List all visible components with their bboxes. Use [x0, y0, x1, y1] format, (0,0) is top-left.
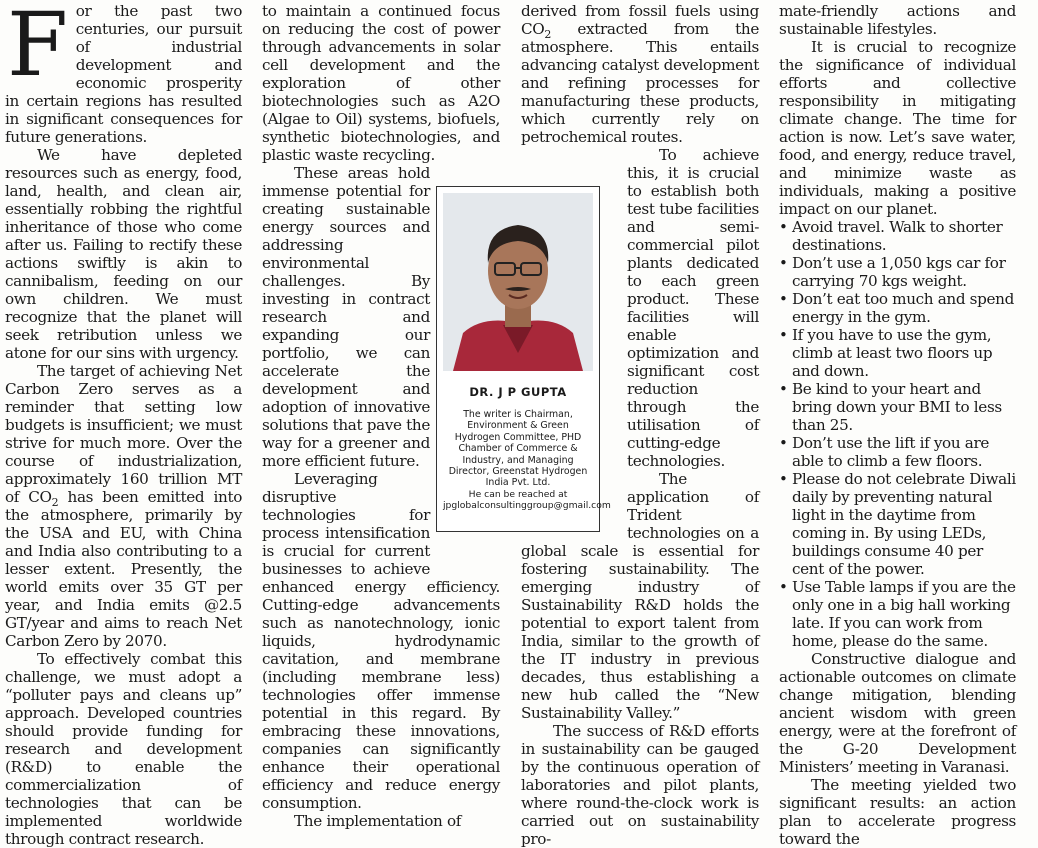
paragraph: For the past two centuries, our pursuit of industrial development and economic prosperity in certain regions has resulted in significant consequences for future generations.: [5, 0, 242, 146]
paragraph: The target of achieving Net Carbon Zero serves as a reminder that setting low budgets is insufficient; we must strive for much more. Over the course of industrialization, approximately 160 trillion MT of $CO_2$ has been emitted into the atmosphere, primarily by the USA and EU, with China and India also contributing to a lesser extent. Presently, the world emits over 35 GT per year, and India emits @2.5 GT/year and aims to reach Net Carbon Zero by 2070.: [5, 362, 242, 650]
author-email: jpglobalconsultinggroup@gmail.com: [443, 500, 611, 512]
tips-list: [779, 218, 1016, 650]
paragraph: mate-friendly actions and sustainable lifestyles.: [779, 2, 1016, 38]
author-contact: He can be reached at jpglobalconsultinggroup@gmail.com: [443, 488, 611, 512]
paragraph: The success of R&D efforts in sustainability can be gauged by the continuous operation of laboratories and pilot plants, where round-the-clock work is carried out on sustainability pro-: [521, 722, 759, 848]
drop-cap: F: [7, 0, 68, 96]
paragraph: To achieve this, it is crucial to establish both test tube facilities and semi-commercial pilot plants dedicated to each green product. These facilities will enable optimization and significant cost reduction through the utilisation of cutting-edge technologies.: [627, 146, 759, 470]
author-portrait-icon: [443, 193, 593, 371]
paragraph: Constructive dialogue and actionable outcomes on climate change mitigation, blending ancient wisdom with green energy, were at the forefront of the G-20 Development Ministers’ meeting in Varanasi.: [779, 650, 1016, 776]
list-item: • Use Table lamps if you are the only one in a big hall working late. If you can work from home, please do the same.: [779, 578, 1016, 650]
paragraph: These areas hold immense potential for creating sustainable energy sources and addressing environmental challenges. By investing in contract research and expanding our portfolio, we can accelerate the development and adoption of innovative solutions that pave the way for a greener and more efficient future.: [262, 164, 430, 470]
article-column-1: [5, 0, 242, 848]
paragraph: We have depleted resources such as energy, food, land, health, and clean air, essentially robbing the rightful inheritance of those who come after us. Failing to rectify these actions swiftly is akin to cannibalism, feeding on our own children. We must recognize that the planet will seek retribution unless we atone for our sins with urgency.: [5, 146, 242, 362]
author-photo: [443, 193, 593, 371]
author-bio: The writer is Chairman, Environment & Green Hydrogen Committee, PHD Chamber of Commerce & Industry, and Managing Director, Greenstat Hydrogen India Pvt. Ltd.: [448, 409, 588, 489]
paragraph: It is crucial to recognize the significance of individual efforts and collective responsibility in mitigating climate change. The time for action is now. Let’s save water, food, and energy, reduce travel, and minimize waste as individuals, making a positive impact on our planet.: [779, 38, 1016, 218]
paragraph: The application of Trident technologies on a global scale is essential for fostering sustainability. The emerging industry of Sustainability R&D holds the potential to export talent from India, similar to the growth of the IT industry in previous decades, thus establishing a new hub called the “New Sustainability Valley.”: [521, 470, 759, 722]
list-item: • Be kind to your heart and bring down your BMI to less than 25.: [779, 380, 1016, 434]
paragraph: Leveraging disruptive technologies for process intensification is crucial for current businesses to achieve enhanced energy efficiency. Cutting-edge advancements such as nanotechnology, ionic liquids, hydrodynamic cavitation, and membrane (including membrane less) technologies offer immense potential in this regard. By embracing these innovations, companies can significantly enhance their operational efficiency and reduce energy consumption.: [262, 470, 500, 812]
list-item: • Don’t use the lift if you are able to climb a few floors.: [779, 434, 1016, 470]
paragraph: To effectively combat this challenge, we must adopt a “polluter pays and cleans up” approach. Developed countries should provide funding for research and development (R&D) to enable the commercialization of technologies that can be implemented worldwide through contract research.: [5, 650, 242, 848]
article-column-4: [779, 2, 1016, 848]
author-box: [436, 186, 611, 532]
list-item: • If you have to use the gym, climb at least two floors up and down.: [779, 326, 1016, 380]
list-item: • Don’t eat too much and spend energy in the gym.: [779, 290, 1016, 326]
paragraph: to maintain a continued focus on reducing the cost of power through advancements in solar cell development and the exploration of other biotechnologies such as A2O (Algae to Oil) systems, biofuels, synthetic biotechnologies, and plastic waste recycling.: [262, 2, 500, 164]
paragraph: The meeting yielded two significant results: an action plan to accelerate progress toward the: [779, 776, 1016, 848]
author-name: DR. J P GUPTA: [469, 385, 567, 399]
list-item: • Please do not celebrate Diwali daily by preventing natural light in the daytime from coming in. By using LEDs, buildings consume 40 per cent of the power.: [779, 470, 1016, 578]
paragraph: The implementation of: [294, 812, 462, 830]
paragraph: derived from fossil fuels using $CO_2$ extracted from the atmosphere. This entails advancing catalyst development and refining processes for manufacturing these products, which currently rely on petrochemical routes.: [521, 2, 759, 146]
list-item: • Don’t use a 1,050 kgs car for carrying 70 kgs weight.: [779, 254, 1016, 290]
list-item: • Avoid travel. Walk to shorter destinations.: [779, 218, 1016, 254]
